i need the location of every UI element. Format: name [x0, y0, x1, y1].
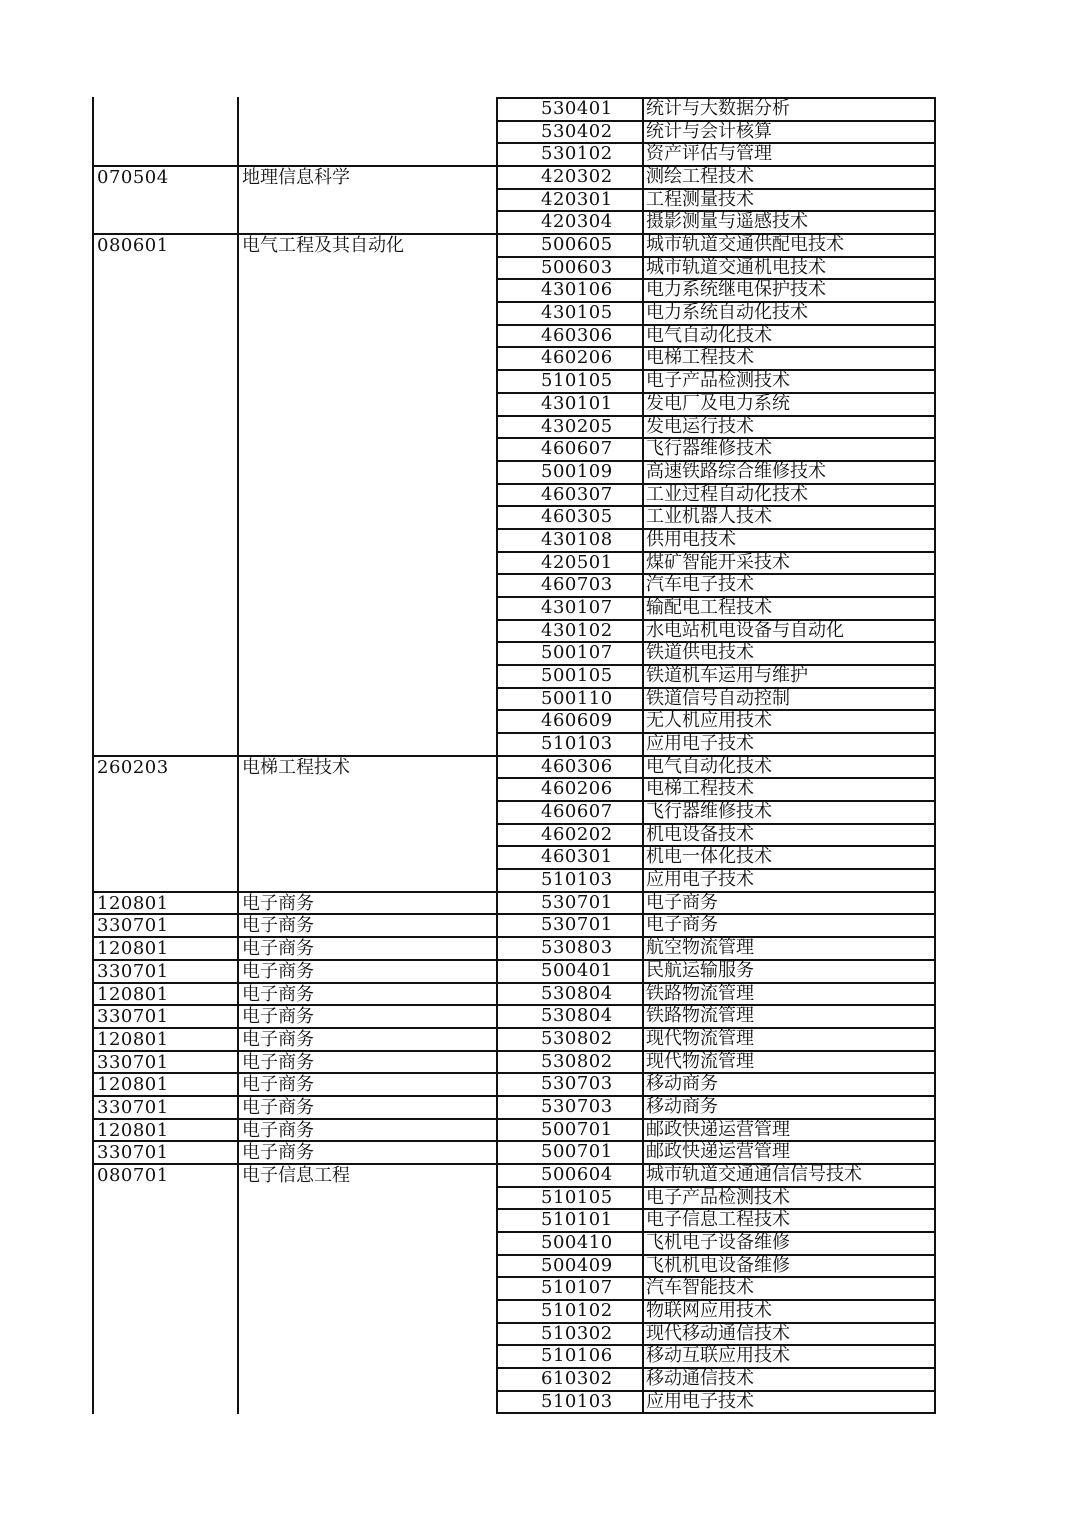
vocational-major-code: 530703 [541, 1095, 613, 1117]
vocational-major-name: 城市轨道交通供配电技术 [646, 234, 844, 256]
vocational-major-name: 现代物流管理 [646, 1050, 754, 1072]
vocational-major-name: 机电一体化技术 [646, 846, 772, 868]
vocational-major-code: 510102 [541, 1300, 613, 1322]
vocational-major-name: 城市轨道交通机电技术 [646, 256, 826, 278]
vocational-major-name: 汽车电子技术 [646, 574, 754, 596]
vocational-major-code: 430107 [541, 596, 613, 618]
vocational-major-code: 510106 [541, 1345, 613, 1367]
vocational-major-code: 430205 [541, 415, 613, 437]
undergrad-major-code: 260203 [97, 756, 169, 778]
vocational-major-code: 510103 [541, 733, 613, 755]
vocational-major-code: 530802 [541, 1050, 613, 1072]
vocational-major-name: 飞机机电设备维修 [646, 1254, 790, 1276]
vocational-major-name: 水电站机电设备与自动化 [646, 619, 844, 641]
vocational-major-code: 420301 [541, 188, 613, 210]
vocational-major-code: 420302 [541, 166, 613, 188]
vocational-major-name: 邮政快递运营管理 [646, 1141, 790, 1163]
vocational-major-name: 电子信息工程技术 [646, 1209, 790, 1231]
vocational-major-code: 500410 [541, 1232, 613, 1253]
vocational-major-code: 460305 [541, 506, 613, 528]
vocational-major-name: 物联网应用技术 [646, 1300, 772, 1322]
undergrad-major-name: 电子商务 [242, 1051, 314, 1073]
vocational-major-name: 铁道信号自动控制 [646, 687, 790, 709]
undergrad-major-code: 120801 [97, 1074, 169, 1096]
vocational-major-name: 高速铁路综合维修技术 [646, 460, 826, 482]
vocational-major-code: 510101 [541, 1209, 613, 1231]
vocational-major-code: 500604 [541, 1163, 613, 1185]
vocational-major-code: 500401 [541, 959, 613, 981]
vocational-major-name: 移动通信技术 [646, 1368, 754, 1390]
undergrad-major-name: 电子商务 [242, 1028, 314, 1050]
undergrad-major-code: 080601 [97, 235, 169, 257]
vocational-major-name: 移动商务 [646, 1073, 718, 1095]
vocational-major-code: 460703 [541, 574, 613, 596]
vocational-major-code: 460202 [541, 823, 613, 845]
vocational-major-code: 500701 [541, 1141, 613, 1163]
vocational-major-code: 460607 [541, 438, 613, 460]
vocational-major-code: 430105 [541, 302, 613, 324]
vocational-major-code: 510103 [541, 869, 613, 891]
vocational-major-name: 电梯工程技术 [646, 347, 754, 369]
vocational-major-code: 530402 [541, 120, 613, 142]
vocational-major-name: 工程测量技术 [646, 188, 754, 210]
vocational-major-name: 电子产品检测技术 [646, 370, 790, 392]
vocational-major-name: 统计与大数据分析 [646, 98, 790, 119]
undergrad-major-name: 电气工程及其自动化 [242, 235, 404, 257]
undergrad-major-name: 电子商务 [242, 1074, 314, 1096]
undergrad-major-name: 电子信息工程 [242, 1164, 350, 1186]
vocational-major-code: 420501 [541, 551, 613, 573]
undergrad-major-name: 电子商务 [242, 1119, 314, 1141]
vocational-major-name: 电力系统自动化技术 [646, 302, 808, 324]
undergrad-major-code: 330701 [97, 915, 169, 937]
vocational-major-name: 应用电子技术 [646, 1390, 754, 1412]
vocational-major-name: 铁道供电技术 [646, 642, 754, 664]
undergrad-major-name: 电子商务 [242, 1006, 314, 1028]
vocational-major-code: 510103 [541, 1390, 613, 1412]
vocational-major-code: 460607 [541, 801, 613, 823]
vocational-major-code: 500605 [541, 234, 613, 256]
vocational-major-name: 汽车智能技术 [646, 1277, 754, 1299]
vocational-major-name: 城市轨道交通通信信号技术 [646, 1163, 862, 1185]
vocational-major-code: 460301 [541, 846, 613, 868]
vocational-major-name: 应用电子技术 [646, 733, 754, 755]
vocational-major-code: 510105 [541, 1186, 613, 1208]
vocational-major-code: 430101 [541, 392, 613, 414]
undergrad-major-name: 地理信息科学 [242, 167, 350, 189]
vocational-major-code: 530102 [541, 143, 613, 165]
vocational-major-code: 500603 [541, 256, 613, 278]
vocational-major-code: 500105 [541, 665, 613, 686]
vocational-major-name: 煤矿智能开采技术 [646, 551, 790, 573]
undergrad-major-name: 电子商务 [242, 1096, 314, 1118]
vocational-major-code: 460206 [541, 778, 613, 800]
vocational-major-code: 460609 [541, 710, 613, 732]
vocational-major-code: 510302 [541, 1322, 613, 1344]
vocational-major-name: 摄影测量与遥感技术 [646, 211, 808, 233]
undergrad-major-code: 330701 [97, 1051, 169, 1073]
vocational-major-name: 资产评估与管理 [646, 143, 772, 165]
vocational-major-code: 420304 [541, 211, 613, 233]
undergrad-major-code: 080701 [97, 1164, 169, 1186]
vocational-major-name: 移动互联应用技术 [646, 1345, 790, 1367]
vocational-major-code: 530401 [541, 98, 613, 119]
vocational-major-code: 530701 [541, 914, 613, 936]
undergrad-major-code: 330701 [97, 1096, 169, 1118]
vocational-major-code: 500109 [541, 460, 613, 482]
vocational-major-code: 500409 [541, 1254, 613, 1276]
vocational-major-name: 应用电子技术 [646, 869, 754, 891]
vocational-major-name: 电梯工程技术 [646, 778, 754, 800]
vocational-major-code: 530701 [541, 891, 613, 913]
undergrad-major-name: 电子商务 [242, 892, 314, 914]
undergrad-major-code: 120801 [97, 983, 169, 1005]
undergrad-major-name: 电子商务 [242, 938, 314, 960]
vocational-major-name: 民航运输服务 [646, 959, 754, 981]
undergrad-major-code: 330701 [97, 960, 169, 982]
vocational-major-code: 460306 [541, 755, 613, 777]
vocational-major-code: 530803 [541, 937, 613, 959]
vocational-major-code: 500107 [541, 642, 613, 664]
vocational-major-name: 航空物流管理 [646, 937, 754, 959]
undergrad-major-code: 330701 [97, 1006, 169, 1028]
vocational-major-code: 430106 [541, 279, 613, 301]
vocational-major-name: 飞机电子设备维修 [646, 1232, 790, 1253]
undergrad-major-code: 120801 [97, 1028, 169, 1050]
vocational-major-name: 供用电技术 [646, 528, 736, 550]
undergrad-major-name: 电梯工程技术 [242, 756, 350, 778]
vocational-major-code: 510107 [541, 1277, 613, 1299]
vocational-major-name: 铁道机车运用与维护 [646, 665, 808, 686]
undergrad-major-code: 120801 [97, 1119, 169, 1141]
vocational-major-name: 电子商务 [646, 914, 718, 936]
vocational-major-name: 测绘工程技术 [646, 166, 754, 188]
vocational-major-name: 输配电工程技术 [646, 596, 772, 618]
vocational-major-name: 工业机器人技术 [646, 506, 772, 528]
vocational-major-code: 610302 [541, 1368, 613, 1390]
row-line [496, 1412, 936, 1414]
vocational-major-name: 电力系统继电保护技术 [646, 279, 826, 301]
vocational-major-name: 统计与会计核算 [646, 120, 772, 142]
vocational-major-name: 电子商务 [646, 891, 718, 913]
vocational-major-code: 430102 [541, 619, 613, 641]
vocational-major-name: 移动商务 [646, 1095, 718, 1117]
vocational-major-name: 发电厂及电力系统 [646, 392, 790, 414]
vocational-major-name: 现代物流管理 [646, 1027, 754, 1049]
undergrad-major-name: 电子商务 [242, 915, 314, 937]
vocational-major-name: 邮政快递运营管理 [646, 1118, 790, 1140]
vocational-major-name: 铁路物流管理 [646, 982, 754, 1004]
undergrad-major-code: 120801 [97, 938, 169, 960]
vocational-major-code: 530703 [541, 1073, 613, 1095]
undergrad-major-code: 070504 [97, 167, 169, 189]
vocational-major-code: 530804 [541, 1005, 613, 1027]
vocational-major-name: 无人机应用技术 [646, 710, 772, 732]
vocational-major-code: 530802 [541, 1027, 613, 1049]
vocational-major-code: 460306 [541, 324, 613, 346]
vocational-major-code: 530804 [541, 982, 613, 1004]
vocational-major-code: 510105 [541, 370, 613, 392]
vocational-major-name: 现代移动通信技术 [646, 1322, 790, 1344]
vocational-major-name: 飞行器维修技术 [646, 801, 772, 823]
undergrad-major-code: 120801 [97, 892, 169, 914]
vocational-major-name: 电气自动化技术 [646, 324, 772, 346]
vocational-major-code: 460307 [541, 483, 613, 505]
undergrad-major-code: 330701 [97, 1142, 169, 1164]
vocational-major-name: 工业过程自动化技术 [646, 483, 808, 505]
undergrad-major-name: 电子商务 [242, 1142, 314, 1164]
vocational-major-name: 飞行器维修技术 [646, 438, 772, 460]
vocational-major-name: 铁路物流管理 [646, 1005, 754, 1027]
undergrad-major-name: 电子商务 [242, 960, 314, 982]
vocational-major-name: 电子产品检测技术 [646, 1186, 790, 1208]
vocational-major-code: 500110 [541, 687, 613, 709]
undergrad-major-name: 电子商务 [242, 983, 314, 1005]
vocational-major-code: 460206 [541, 347, 613, 369]
vocational-major-code: 430108 [541, 528, 613, 550]
vocational-major-name: 机电设备技术 [646, 823, 754, 845]
vocational-major-name: 发电运行技术 [646, 415, 754, 437]
vocational-major-name: 电气自动化技术 [646, 755, 772, 777]
vocational-major-code: 500701 [541, 1118, 613, 1140]
